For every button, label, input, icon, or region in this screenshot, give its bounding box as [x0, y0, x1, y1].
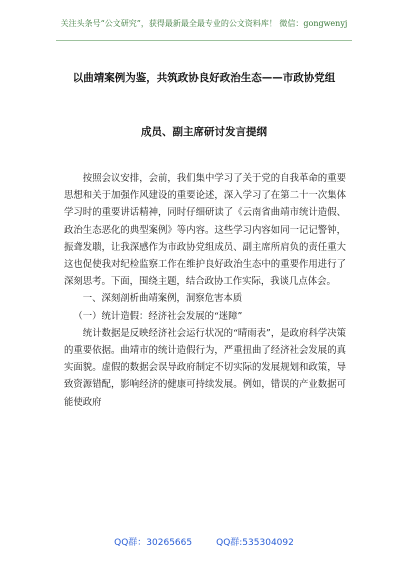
footer-contact: [0, 535, 408, 548]
footer-qq-group-2: QQ群:535304092: [216, 538, 294, 548]
sub-heading-1: （一）统计造假：经济社会发展的“迷障”: [73, 310, 243, 322]
intro-paragraph: 按照会议安排，会前，我们集中学习了关于党的自我革命的重要思想和关于加强作风建设的重要论述，深入学习了在第二十一次集体学习时的重要讲话精神，同时仔细研读了《云南省曲靖市统计造假、政治生态恶化的典型案例》等内容。这些学习内容如同一记记警钟，振聋发聩，让我深感作为市政协党组成员、副主席所肩负的责任重大这也促使我对纪检监察工作在维护良好政治生态中的重要作用进行了深刻思考。下面，围绕主题，结合政协工作实际，我谈几点体会。: [64, 173, 346, 288]
document-title-line-2: 成员、副主席研讨发言提纲: [141, 126, 267, 138]
header-banner: 关注头条号“公文研究”，获得最新最全最专业的公文资料库！ 微信：gongwenyj: [60, 19, 348, 28]
header-divider: [56, 40, 352, 41]
document-title-line-1: 以曲靖案例为鉴，共筑政协良好政治生态——市政协党组: [72, 72, 336, 84]
footer-qq-group-1: QQ群：30265665: [114, 538, 193, 548]
body-paragraph-1: 统计数据是反映经济社会运行状况的“晴雨表”，是政府科学决策的重要依据。曲靖市的统计造假行为，严重扭曲了经济社会发展的真实面貌。虚假的数据会误导政府制定不切实际的发展规划和政策，导致资源错配，影响经济的健康可持续发展。例如，错误的产业数据可能使政府: [64, 327, 346, 408]
document-body: [64, 170, 346, 411]
section-heading-1: 一、深刻剖析曲靖案例，洞察危害本质: [82, 293, 243, 305]
